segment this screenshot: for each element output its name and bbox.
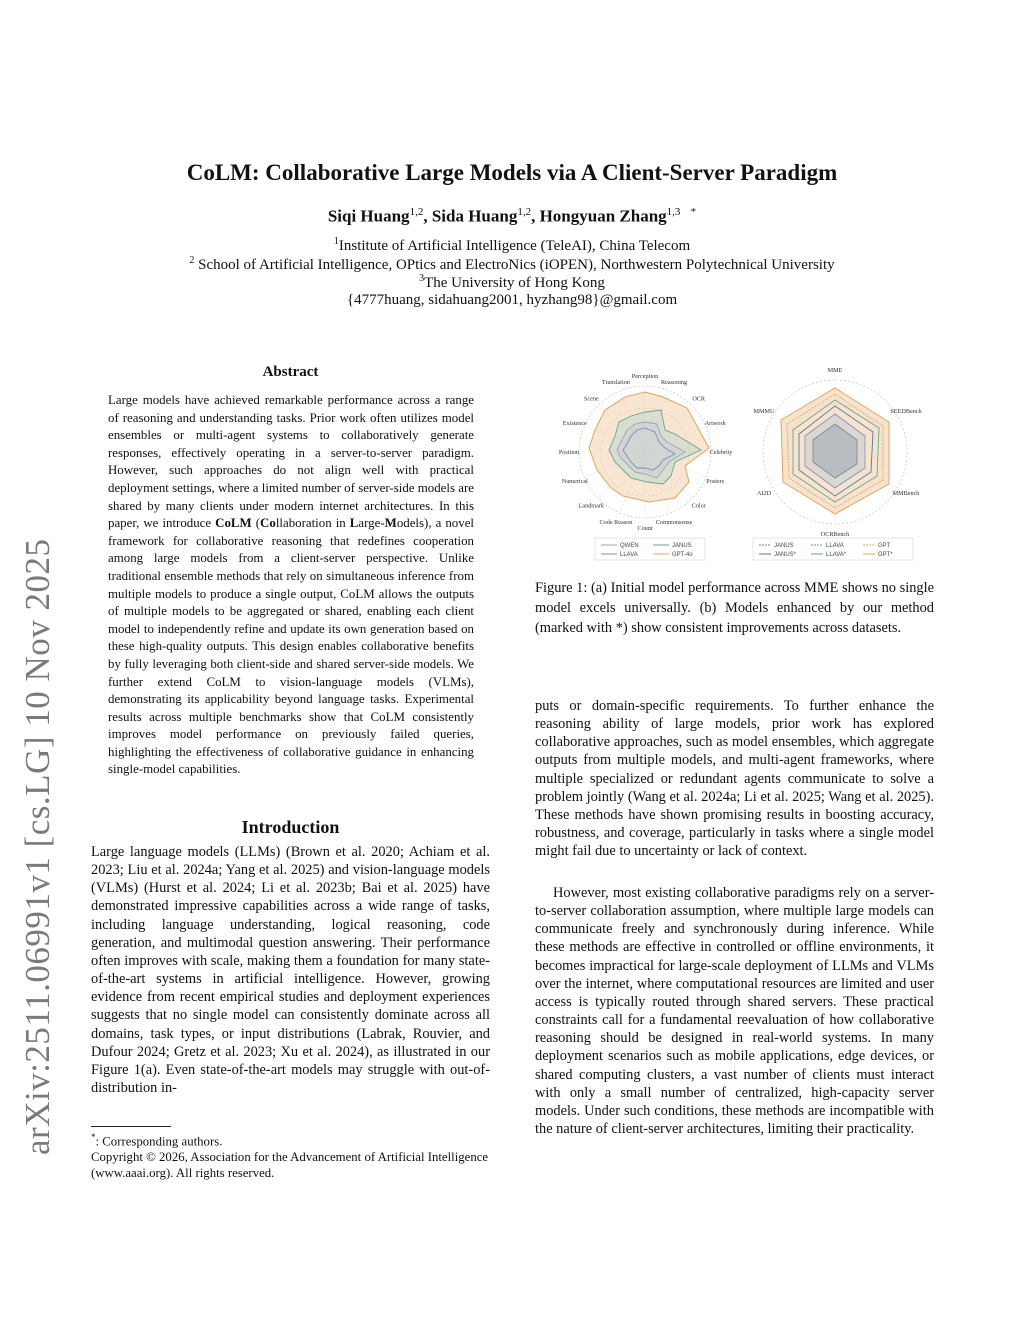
arxiv-identifier: arXiv:2511.06991v1 [cs.LG] 10 Nov 2025: [18, 538, 57, 1155]
author-affil-sup: 1,2: [409, 206, 424, 218]
legend-b-item: JANUS: [774, 543, 794, 549]
radar-axis-label: Perception: [631, 373, 659, 380]
radar-axis-label: Position: [558, 449, 580, 456]
figure-1-caption: Figure 1: (a) Initial model performance across MME shows no single model excels universally. (b) Models enhanced by our method (marked with *) show consistent improvements across datasets.: [535, 580, 934, 636]
legend-b-item: JANUS*: [774, 552, 797, 558]
radar-axis-label: MMBench: [892, 490, 920, 497]
radar-axis-label: MMMU: [753, 408, 775, 415]
radar-chart-b: [754, 367, 923, 538]
radar-axis-label: Color: [691, 502, 706, 510]
radar-axis-label: Posters: [706, 478, 725, 486]
author-affil-sup: 1,3: [666, 206, 681, 218]
legend-b-item: GPT*: [878, 552, 893, 558]
radar-axis-label: Code Reason: [599, 519, 633, 527]
legend-a-item: QWEN: [620, 543, 639, 549]
author-affil-sup: 1,2: [517, 206, 532, 218]
radar-axis-label: Translation: [601, 378, 630, 386]
legend-b: [753, 538, 913, 560]
intro-paragraph-1: Large language models (LLMs) (Brown et al. 2020; Achiam et al. 2023; Liu et al. 2024a; Yang et al. 2025) and vision-language models (VLMs) (Hurst et al. 2024; Li et al. 2023b; Bai et al. 2025) have demonstrated impressive capabilities across a wide range of tasks, including language understanding, logical reasoning, code generation, and multimodal question answering. Their performance often improves with scale, making them a foundation for many state-of-the-art systems in artificial intelligence. However, growing evidence from recent empirical studies and deployment experiences suggests that no single model can consistently dominate across all domains, task types, or input distributions (Labrak, Rouvier, and Dufour 2024; Gretz et al. 2023; Xu et al. 2024), as illustrated in our Figure 1(a). Even state-of-the-art models may struggle with out-of-distribution in-: [91, 844, 490, 1097]
footnote-rule: [91, 1126, 171, 1127]
affiliation: $^3$The University of Hong Kong: [419, 273, 605, 291]
legend-b-item: LLAVA: [826, 543, 844, 549]
radar-axis-label: OCRBench: [820, 531, 850, 538]
radar-axis-label: Celebrity: [709, 449, 733, 456]
radar-axis-label: Numerical: [561, 478, 588, 486]
footnote: [91, 1129, 490, 1181]
author-name: Sida Huang: [431, 206, 518, 226]
abstract-body: Large models have achieved remarkable performance across a range of reasoning and understanding tasks. Prior work often utilizes model ensembles or multi-agent systems to collaboratively generate responses, effectively operating in a server-to-server paradigm. However, such approaches do not align well with practical deployment settings, where a limited number of server-side models are shared by many clients under modern internet architectures. In this paper, we introduce CoLM (Collaboration in Large-Models), a novel framework for collaborative reasoning that redefines cooperation among large models from a client-server perspective. Unlike traditional ensemble methods that rely on simultaneous inference from multiple models to produce a single output, CoLM allows the outputs of multiple models to be aggregated or shared, enabling each client model to independently refine and update its own generation based on these high-quality outputs. This design enables collaborative benefits by fully leveraging both client-side and shared server-side models. We further extend CoLM to vision-language models (VLMs), demonstrating its applicability beyond language tasks. Experimental results across multiple benchmarks show that CoLM consistently improves model performance on previously failed queries, highlighting the effectiveness of collaborative guidance in enhancing single-model capabilities.: [108, 393, 474, 777]
legend-b-item: LLAVA*: [826, 552, 847, 558]
radar-axis-label: SEEDBench: [890, 408, 922, 415]
affiliation: $^2$ School of Artificial Intelligence, OPtics and ElectroNics (iOPEN), Northwestern Polytechnical University: [189, 255, 835, 273]
intro-paragraph-1-continued: puts or domain-specific requirements. To further enhance the reasoning ability of large models, prior work has explored collaborative approaches, such as model ensembles, which aggregate outputs from multiple models, and multi-agent frameworks, where multiple specialized or redundant agents communicate to solve a problem jointly (Wang et al. 2024a; Li et al. 2025; Wang et al. 2025). These methods have shown promising results in boosting accuracy, robustness, and coverage, particularly in tasks where a single model might fail due to uncertainty or lack of context.: [535, 698, 934, 860]
radar-axis-label: Commonsense: [655, 519, 693, 527]
radar-axis-label: Count: [637, 525, 653, 532]
radar-axis-label: Reasoning: [661, 378, 688, 386]
author-name: Siqi Huang: [327, 206, 410, 226]
introduction-heading: Introduction: [241, 817, 340, 837]
radar-axis-label: Existence: [562, 419, 587, 427]
radar-axis-label: Landmark: [578, 502, 605, 510]
legend-b-item: GPT: [878, 543, 891, 549]
figure-1-radar-charts: [545, 355, 945, 565]
corresponding-mark: *: [690, 206, 697, 218]
legend-a-item: JANUS: [672, 543, 692, 549]
figure-1: [545, 355, 945, 565]
footnote-copyright: Copyright © 2026, Association for the Advancement of Artificial Intelligence (www.aaai.org). All rights reserved.: [91, 1150, 489, 1181]
legend-a-item: LLAVA: [620, 552, 638, 558]
author-list: Siqi Huang$^{1,2}$, Sida Huang$^{1,2}$, Hongyuan Zhang$^{1,3}$ *: [327, 206, 697, 226]
author-emails: {4777huang, sidahuang2001, hyzhang98}@gmail.com: [346, 292, 678, 308]
radar-axis-label: AI2D: [756, 490, 772, 497]
intro-paragraph-2: However, most existing collaborative paradigms rely on a server-to-server collaboration assumption, where multiple large models can communicate freely and synchronously during inference. While these methods are effective in controlled or offline environments, it becomes impractical for large-scale deployment of LLMs and VLMs over the internet, where computational resources are limited and user access is typically routed through shared servers. These practical constraints call for a fundamental reevaluation of how collaborative reasoning should be designed in real-world systems. In many deployment scenarios such as mobile applications, edge devices, or shared computing clusters, a vast number of clients must interact with only a small number of centralized, high-capacity server models. Under such conditions, these methods are incompatible with the nature of client-server architectures, limiting their practicality.: [535, 885, 934, 1138]
radar-chart-a: [559, 373, 734, 532]
affiliation: $^1$Institute of Artificial Intelligence (TeleAI), China Telecom: [333, 236, 691, 254]
radar-axis-label: OCR: [692, 395, 706, 403]
legend-a-item: GPT-4o: [672, 552, 693, 558]
radar-axis-label: Scene: [583, 395, 599, 403]
legend-a: [595, 538, 705, 560]
footnote-corresponding: *: Corresponding authors.: [91, 1132, 223, 1149]
radar-axis-label: MME: [827, 367, 843, 374]
radar-axis-label: Artwork: [704, 419, 726, 427]
abstract-heading: Abstract: [262, 364, 319, 380]
author-name: Hongyuan Zhang: [539, 206, 667, 226]
paper-title: CoLM: Collaborative Large Models via A Client-Server Paradigm: [186, 160, 838, 185]
